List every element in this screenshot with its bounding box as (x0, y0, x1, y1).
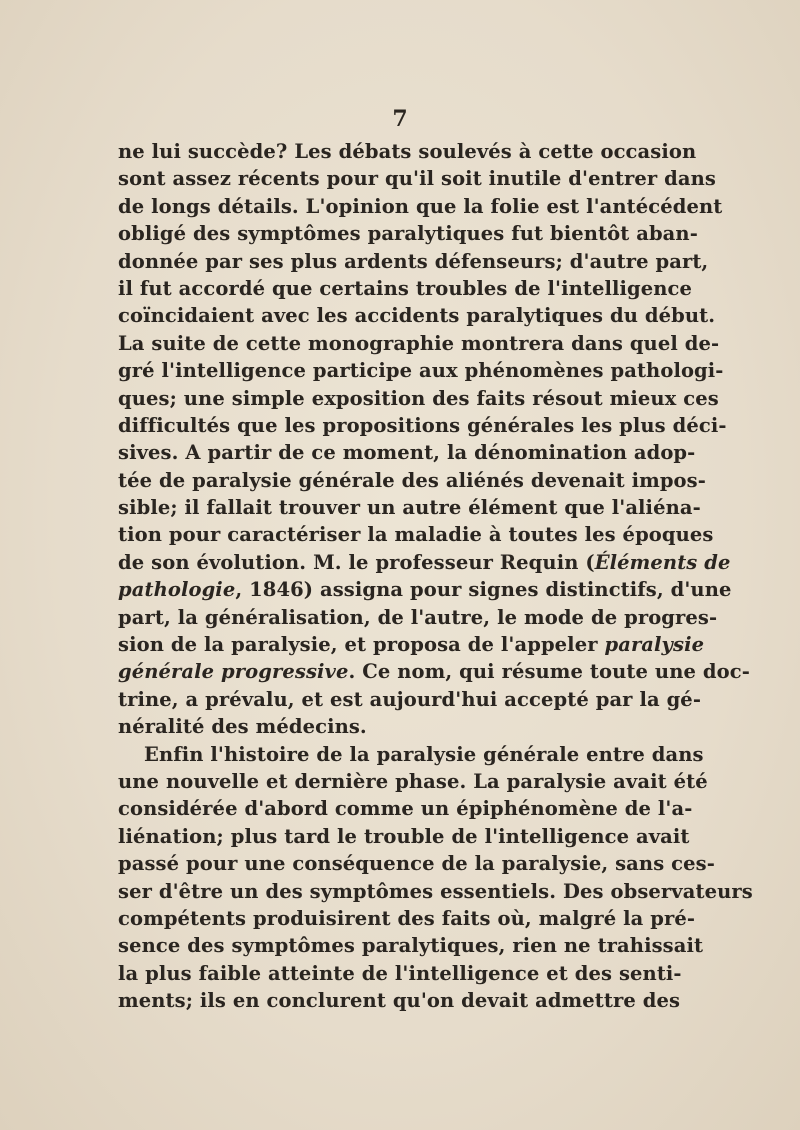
text-line: tée de paralysie générale des aliénés devenait impos- (118, 468, 706, 492)
text-line (118, 658, 750, 685)
italic-title: générale progressive (118, 660, 349, 684)
text-line: il fut accordé que certains troubles de l'intelligence (118, 276, 693, 300)
text-line: sives. A partir de ce moment, la dénomination adop- (118, 441, 696, 465)
text-line: une nouvelle et dernière phase. La paralysie avait été (118, 769, 708, 793)
text-line: ques; une simple exposition des faits résout mieux ces (118, 386, 719, 410)
text-line: trine, a prévalu, et est aujourd'hui accepté par la gé- (118, 687, 702, 711)
text-line: ser d'être un des symptômes essentiels. Des observateurs (118, 879, 753, 903)
text-line: compétents produisirent des faits où, malgré la pré- (118, 906, 696, 930)
text-line: néralité des médecins. (118, 715, 367, 739)
text-line: part, la généralisation, de l'autre, le mode de progres- (118, 605, 718, 629)
italic-title: pathologie (118, 578, 236, 602)
text-run: sion de la paralysie, et proposa de l'appeler (118, 633, 605, 657)
text-line: Enfin l'histoire de la paralysie générale entre dans (144, 742, 704, 766)
italic-title: Éléments de (594, 550, 731, 574)
text-line: tion pour caractériser la maladie à toutes les époques (118, 523, 714, 547)
text-run: de son évolution. M. le professeur Requin ( (118, 550, 595, 574)
text-line: ne lui succède? Les débats soulevés à cette occasion (118, 140, 697, 163)
text-line: sence des symptômes paralytiques, rien ne trahissait (118, 934, 704, 958)
text-line: gré l'intelligence participe aux phénomènes pathologi- (118, 359, 724, 383)
text-line: coïncidaient avec les accidents paralytiques du début. (118, 304, 716, 328)
body-text (118, 138, 753, 1015)
text-line: passé pour une conséquence de la paralysie, sans ces- (118, 852, 715, 876)
text-line: La suite de cette monographie montrera dans quel de- (118, 331, 720, 355)
text-line: difficultés que les propositions générales les plus déci- (118, 413, 727, 437)
italic-title: paralysie (604, 633, 705, 657)
text-run: . Ce nom, qui résume toute une doc- (348, 660, 750, 684)
text-line: de longs détails. L'opinion que la folie est l'antécédent (118, 194, 723, 218)
text-run: , 1846) assigna pour signes distinctifs, d'une (235, 578, 732, 602)
text-line (118, 631, 705, 658)
text-line: la plus faible atteinte de l'intelligence et des senti- (118, 961, 682, 985)
page-number: 7 (392, 106, 408, 132)
text-line: donnée par ses plus ardents défenseurs; d'autre part, (118, 249, 709, 273)
text-line: liénation; plus tard le trouble de l'intelligence avait (118, 824, 690, 848)
text-line: sible; il fallait trouver un autre élément que l'aliéna- (118, 496, 701, 520)
text-line (118, 576, 732, 603)
text-line: considérée d'abord comme un épiphénomène de l'a- (118, 797, 693, 821)
text-line: obligé des symptômes paralytiques fut bientôt aban- (118, 222, 698, 246)
text-line: ments; ils en conclurent qu'on devait admettre des (118, 989, 681, 1013)
text-line (118, 549, 731, 576)
text-line: sont assez récents pour qu'il soit inutile d'entrer dans (118, 167, 716, 191)
